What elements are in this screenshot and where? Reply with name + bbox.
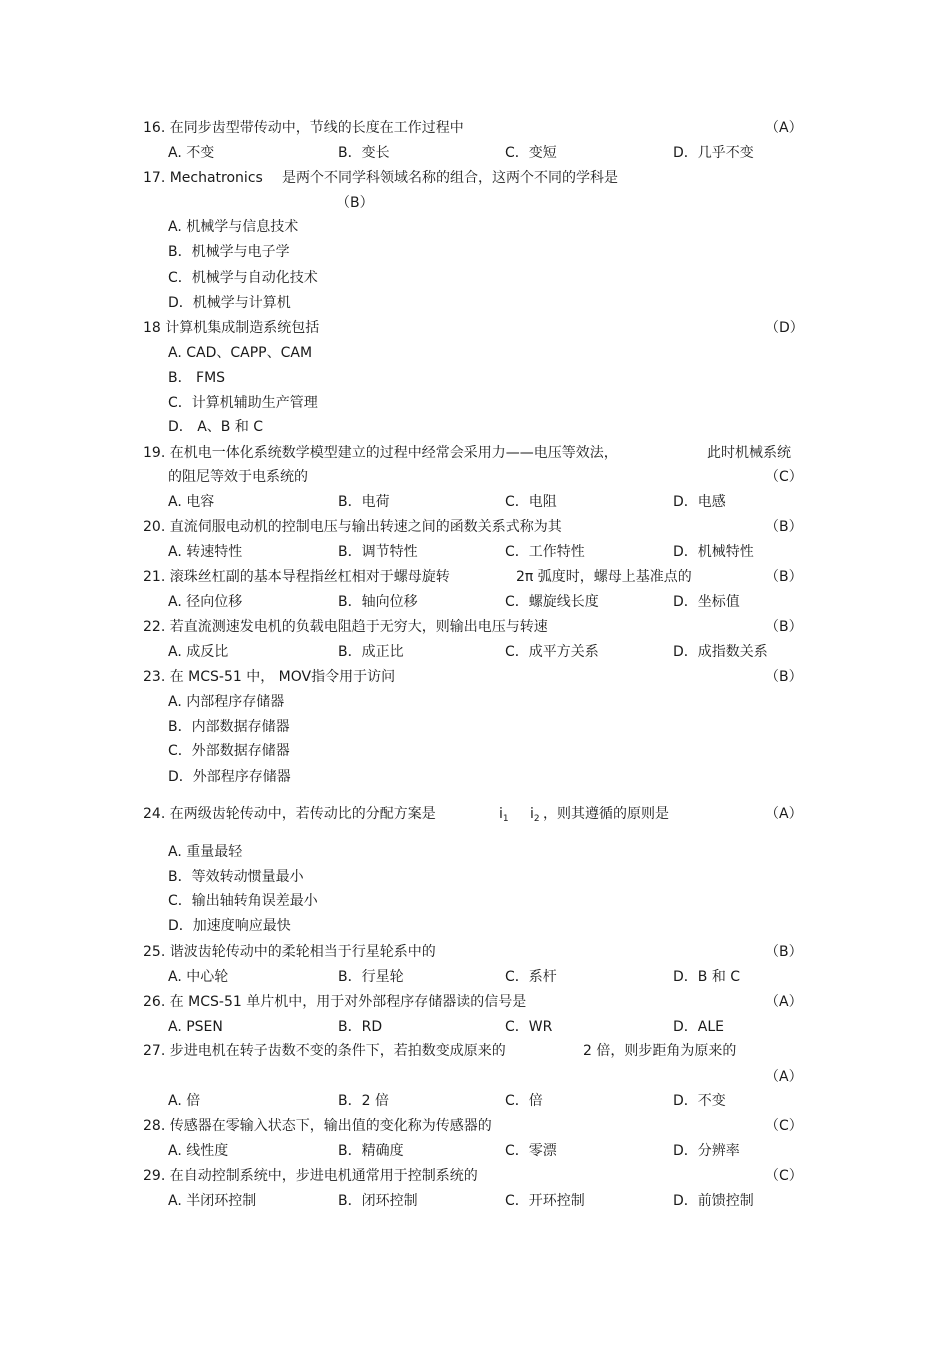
answer-key: （C） <box>765 1118 803 1134</box>
option-d: D．电感 <box>673 494 726 510</box>
i1-letter: i <box>499 806 503 822</box>
option-line <box>0 691 950 713</box>
option-c: C．机械学与自动化技术 <box>168 270 318 286</box>
option-line <box>0 740 950 762</box>
question-18 <box>0 317 950 339</box>
option-d: D．坐标值 <box>673 594 740 610</box>
answer-key: （A） <box>765 806 803 822</box>
option-a: A. 中心轮 <box>168 969 229 985</box>
question-text: 22. 若直流测速发电机的负载电阻趋于无穷大，则输出电压与转速 <box>143 619 548 635</box>
i1-symbol <box>499 803 509 830</box>
option-b: B．2 倍 <box>338 1093 389 1109</box>
option-line <box>0 766 950 788</box>
option-b: B．闭环控制 <box>338 1193 418 1209</box>
option-d: D．分辨率 <box>673 1143 740 1159</box>
question-text: 20. 直流伺服电动机的控制电压与输出转速之间的函数关系式称为其 <box>143 519 562 535</box>
option-d: D．机械特性 <box>673 544 754 560</box>
option-a: A. 成反比 <box>168 644 229 660</box>
option-d: D． A、B 和 C <box>168 419 264 435</box>
option-a: A. 不变 <box>168 145 215 161</box>
options-row <box>0 1090 950 1112</box>
option-c: C．开环控制 <box>505 1193 585 1209</box>
option-c: C．WR <box>505 1019 553 1035</box>
question-29 <box>0 1165 950 1187</box>
options-row <box>0 1016 950 1038</box>
option-b: B．变长 <box>338 145 390 161</box>
option-c: C．计算机辅助生产管理 <box>168 395 318 411</box>
i2-subscript: 2 <box>533 814 540 824</box>
option-c: C．螺旋线长度 <box>505 594 599 610</box>
option-a: A. 线性度 <box>168 1143 229 1159</box>
option-c: C．变短 <box>505 145 557 161</box>
question-24 <box>0 803 950 825</box>
question-text: 27. 步进电机在转子齿数不变的条件下，若拍数变成原来的 <box>143 1043 506 1059</box>
option-b: B．调节特性 <box>338 544 418 560</box>
question-text: 23. 在 MCS-51 中， MOV指令用于访问 <box>143 669 396 685</box>
answer-line <box>0 192 950 214</box>
question-17 <box>0 167 950 189</box>
option-c: C．零漂 <box>505 1143 557 1159</box>
option-c: C．工作特性 <box>505 544 585 560</box>
option-d: D．B 和 C <box>673 969 741 985</box>
option-a: A. 重量最轻 <box>168 844 243 860</box>
question-26 <box>0 991 950 1013</box>
i2-symbol <box>530 803 540 830</box>
answer-key: （B） <box>765 569 803 585</box>
question-text: 21. 滚珠丝杠副的基本导程指丝杠相对于螺母旋转 <box>143 569 450 585</box>
option-c: C．电阻 <box>505 494 557 510</box>
question-21 <box>0 566 950 588</box>
option-a: A. PSEN <box>168 1019 223 1035</box>
option-b: B．成正比 <box>338 644 404 660</box>
option-line <box>0 716 950 738</box>
option-d: D．外部程序存储器 <box>168 769 291 785</box>
question-text: 29. 在自动控制系统中，步进电机通常用于控制系统的 <box>143 1168 478 1184</box>
option-b: B．精确度 <box>338 1143 404 1159</box>
question-text-cont: 是两个不同学科领域名称的组合，这两个不同的学科是 <box>282 170 618 186</box>
question-text: 18 计算机集成制造系统包括 <box>143 320 320 336</box>
option-b: B．等效转动惯量最小 <box>168 869 304 885</box>
option-b: B．机械学与电子学 <box>168 244 290 260</box>
options-row <box>0 541 950 563</box>
question-text: 26. 在 MCS-51 单片机中，用于对外部程序存储器读的信号是 <box>143 994 527 1010</box>
question-text: 19. 在机电一体化系统数学模型建立的过程中经常会采用力——电压等效法， <box>143 445 618 461</box>
option-a: A. 转速特性 <box>168 544 243 560</box>
option-d: D．ALE <box>673 1019 725 1035</box>
option-c: C．倍 <box>505 1093 543 1109</box>
options-row <box>0 1140 950 1162</box>
question-text-cont: 此时机械系统 <box>707 445 791 461</box>
option-line <box>0 866 950 888</box>
question-23 <box>0 666 950 688</box>
option-b: B．内部数据存储器 <box>168 719 290 735</box>
option-d: D．成指数关系 <box>673 644 768 660</box>
question-25 <box>0 941 950 963</box>
answer-key: （B） <box>765 619 803 635</box>
option-b: B．轴向位移 <box>338 594 418 610</box>
answer-key: （A） <box>765 1069 803 1085</box>
question-text: 16. 在同步齿型带传动中，节线的长度在工作过程中 <box>143 120 464 136</box>
option-b: B． FMS <box>168 370 226 386</box>
answer-key: （B） <box>765 669 803 685</box>
option-c: C．成平方关系 <box>505 644 599 660</box>
question-text: 25. 谐波齿轮传动中的柔轮相当于行星轮系中的 <box>143 944 436 960</box>
option-d: D．几乎不变 <box>673 145 754 161</box>
question-text: 28. 传感器在零输入状态下，输出值的变化称为传感器的 <box>143 1118 492 1134</box>
option-d: D．前馈控制 <box>673 1193 754 1209</box>
options-row <box>0 1190 950 1212</box>
option-a: A. 径向位移 <box>168 594 243 610</box>
question-text-cont: 2 倍，则步距角为原来的 <box>583 1043 737 1059</box>
option-line <box>0 367 950 389</box>
option-a: A. 半闭环控制 <box>168 1193 257 1209</box>
option-c: C．输出轴转角误差最小 <box>168 893 318 909</box>
question-22 <box>0 616 950 638</box>
option-line <box>0 267 950 289</box>
option-d: D．机械学与计算机 <box>168 295 291 311</box>
option-d: D．加速度响应最快 <box>168 918 291 934</box>
question-16 <box>0 117 950 139</box>
option-line <box>0 890 950 912</box>
i1-subscript: 1 <box>502 814 509 824</box>
option-line <box>0 216 950 238</box>
answer-key: （C） <box>765 1168 803 1184</box>
option-line <box>0 915 950 937</box>
option-line <box>0 292 950 314</box>
option-d: D．不变 <box>673 1093 726 1109</box>
option-line <box>0 841 950 863</box>
options-row <box>0 591 950 613</box>
option-a: A. 电容 <box>168 494 215 510</box>
options-row <box>0 641 950 663</box>
option-line <box>0 342 950 364</box>
option-a: A. CAD、CAPP、CAM <box>168 345 313 361</box>
answer-key: （A） <box>765 120 803 136</box>
question-28 <box>0 1115 950 1137</box>
option-b: B．电荷 <box>338 494 390 510</box>
answer-key: （B） <box>336 195 374 211</box>
answer-key: （C） <box>765 469 803 485</box>
option-c: C．系杆 <box>505 969 557 985</box>
question-text: 24. 在两级齿轮传动中，若传动比的分配方案是 <box>143 806 436 822</box>
option-line <box>0 416 950 438</box>
question-text-cont: 的阻尼等效于电系统的 <box>168 469 308 485</box>
question-27 <box>0 1040 950 1062</box>
option-a: A. 机械学与信息技术 <box>168 219 299 235</box>
question-20 <box>0 516 950 538</box>
answer-line <box>0 1066 950 1088</box>
option-line <box>0 392 950 414</box>
option-b: B．行星轮 <box>338 969 404 985</box>
question-text-cont: 2π 弧度时，螺母上基准点的 <box>516 569 692 585</box>
options-row <box>0 491 950 513</box>
question-text-cont: ，则其遵循的原则是 <box>543 806 669 822</box>
option-a: A. 倍 <box>168 1093 201 1109</box>
option-c: C．外部数据存储器 <box>168 743 290 759</box>
answer-key: （B） <box>765 944 803 960</box>
answer-key: （D） <box>765 320 804 336</box>
options-row <box>0 142 950 164</box>
question-19 <box>0 442 950 464</box>
answer-key: （A） <box>765 994 803 1010</box>
option-a: A. 内部程序存储器 <box>168 694 285 710</box>
i2-letter: i <box>530 806 534 822</box>
question-text: 17. Mechatronics <box>143 170 263 186</box>
answer-key: （B） <box>765 519 803 535</box>
options-row <box>0 966 950 988</box>
question-19-line2 <box>0 466 950 488</box>
option-line <box>0 241 950 263</box>
option-b: B．RD <box>338 1019 383 1035</box>
